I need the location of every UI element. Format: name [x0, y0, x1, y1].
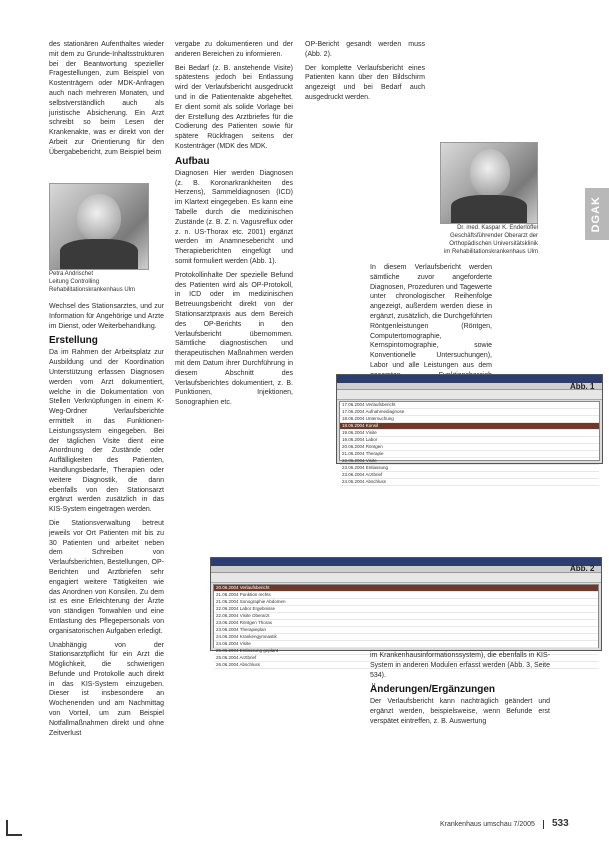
paragraph: Die Stationsverwaltung betreut jeweils vor Ort Patienten mit bis zu 30 Patienten und arbeitet neben dem Schreiben von Verlaufsberichten, Bestellungen, OP-Berichten und Arztbriefen sehr engagiert weitere Tätigkeiten wie das Anordnen von Konsilen. Zu dem ist es eine Erleichterung der Ärzte von ständigen Tonwahlen und eine Entlastung des Pflegepersonals von organisatorischen Aufgaben erledigt.: [49, 519, 164, 635]
paragraph: Der Verlaufsbericht kann nachträglich geändert und ergänzt werden, beispielsweise, wenn Befunde erst verspätet eintreffen, z. B. Auswertung: [370, 698, 550, 725]
table-row[interactable]: 24.06.2004 Visite: [214, 641, 598, 648]
paragraph: des stationären Aufenthaltes wieder mit dem zu Grunde-Inhaltsstrukturen bei der Beantwortung spezieller Fragestellungen, zum Beispiel von Kostenträgern oder MDK-Anfragen auch nach mehreren Monaten, und selbstverständlich auch als juristische Absicherung. Ein Arzt schreibt so beim Lesen der Krankenakte, was er direkt von der Arbeit zur Orientierung für den Übergabebericht, zum Beispiel beim: [49, 41, 164, 156]
table-row[interactable]: 21.06.2004 Therapie: [340, 451, 599, 458]
table-row[interactable]: 25.06.2004 Arztbrief: [214, 655, 598, 662]
table-row[interactable]: 26.06.2004 Abschluss: [214, 662, 598, 669]
table-row[interactable]: 22.06.2004 Visite: [340, 458, 599, 465]
portrait-photo-2: [440, 142, 538, 224]
table-row[interactable]: 18.06.2004 Konsil: [340, 423, 599, 430]
table-row[interactable]: 23.06.2004 Therapieplan: [214, 627, 598, 634]
table-row[interactable]: 22.06.2004 Visite Oberarzt: [214, 613, 598, 620]
paragraph: vergabe zu dokumentieren und der anderen Bereichen zu informieren.: [175, 41, 293, 58]
table-row[interactable]: 23.06.2004 Entlassung: [340, 465, 599, 472]
column-3-top: [305, 40, 425, 107]
section-heading-aufbau: Aufbau: [175, 155, 210, 167]
section-heading-erstellung: Erstellung: [49, 335, 98, 347]
table-row[interactable]: 21.06.2004 Sonographie Abdomen: [214, 599, 598, 606]
crop-mark: [6, 820, 22, 836]
column-2-top: [175, 40, 293, 412]
portrait-photo-1: [49, 183, 149, 270]
figure-label-2: Abb. 2: [570, 564, 595, 573]
table-row[interactable]: 19.06.2004 Visite: [340, 430, 599, 437]
journal-name: Krankenhaus umschau 7/2005: [440, 821, 535, 828]
section-tab: DGAK: [585, 188, 609, 240]
paragraph: Protokollinhalte Der spezielle Befund des Patienten wird als OP-Protokoll, in ICD oder im medizinischen Betreuungsbericht direkt von der Stationsarztpraxis aus dem Bereich des OP-Berichts in den Verlaufsbericht übernommen. Sämtliche diagnostischen und therapeutischen Maßnahmen werden mit dem Datum ihrer Durchführung in diesem Abschnitt des Verlaufsberichtes dokumentiert, z. B. Punktionen, Injektionen, Sonographien etc.: [175, 271, 293, 407]
paragraph: In diesem Verlaufsbericht werden sämtliche zuvor angeforderte Diagnosen, Prozeduren und Tagewerte unter chronologischer Reihenfolge angezeigt, außerdem werden diese in ergänzt, zusätzlich, die Durchgeführten Röntgenleistungen (Röntgen, Computertomographie, Kernspintomographie, sowie Konventionelle Untersuchungen), Labor und alle Leistungen aus dem: [370, 264, 492, 369]
photo-caption-2: Dr. med. Kaspar K. Enderlöffel Geschäftsführender Oberarzt der Orthopädischen Universitätsklinik im Rehabilitationskrankenhaus Ulm: [443, 225, 538, 255]
table-row[interactable]: 20.06.2004 Verlaufsbericht: [214, 585, 598, 592]
screenshot-figure-1: [336, 374, 603, 484]
paragraph: im Krankenhausinformationssystem), die ebenfalls in KIS-System in anderen Modulen erfasst werden (Abb. 3, Seite 534).: [370, 652, 550, 679]
paragraph: Wechsel des Stationsarztes, und zur Information für Angehörige und Arzte im Dienst, oder Weiterbehandlung.: [49, 303, 164, 330]
paragraph: Diagnosen Hier werden Diagnosen (z. B. Koronarkrankheiten des Herzens), Sammeldiagnosen (ICD) im Klartext eingegeben. Es kann eine Tabelle durch die medizinischen Zustände (z. B. Z. n. Vagusreflux oder z. n. US-Thorax etc. 2001) ergänzt werden im Anamnesebericht und Therapieberichten eingefügt und somit formuliert werden (Abb. 1).: [175, 169, 293, 265]
table-row[interactable]: 17.06.2004 Verlaufsbericht: [340, 402, 599, 409]
table-row[interactable]: 19.06.2004 Labor: [340, 437, 599, 444]
table-row[interactable]: 22.06.2004 Labor Ergebnisse: [214, 606, 598, 613]
table-row[interactable]: 23.06.2004 Arztbrief: [340, 472, 599, 479]
paragraph: Unabhängig von der Stationsarztpflicht für ein Arzt die Möglichkeit, die schwierigen Befunde und Protokolle auch direkt in das KIS-System einzugeben. Dieser ist insbesondere an Wochenenden und am Nachmittag von Vorteil, um zum Beispiel Notfallmaßnahmen direkt und ohne Zeitverlust: [49, 641, 164, 737]
table-row[interactable]: 23.06.2004 Röntgen Thorax: [214, 620, 598, 627]
column-1-top: [49, 40, 164, 162]
column-1-bottom: [49, 302, 164, 742]
table-row[interactable]: 24.06.2004 Abschluss: [340, 479, 599, 486]
table-row[interactable]: 21.06.2004 Punktion rechts: [214, 592, 598, 599]
table-row[interactable]: 24.06.2004 Krankengymnastik: [214, 634, 598, 641]
page-number: 533: [551, 818, 569, 829]
photo-caption-1: Petra Andrischet Leitung Controlling Rehabilitationskrankenhaus Ulm: [49, 271, 136, 293]
table-row[interactable]: 20.06.2004 Röntgen: [340, 444, 599, 451]
table-row[interactable]: 25.06.2004 Entlassung geplant: [214, 648, 598, 655]
table-row[interactable]: 17.06.2004 Aufnahmediagnose: [340, 409, 599, 416]
paragraph: OP-Bericht gesandt werden muss (Abb. 2).: [305, 41, 425, 58]
table-row[interactable]: 18.06.2004 Untersuchung: [340, 416, 599, 423]
figure-label-1: Abb. 1: [570, 382, 595, 391]
column-3-bottom: [370, 651, 550, 731]
section-heading-aenderungen: Änderungen/Ergänzungen: [370, 684, 495, 696]
paragraph: Bei Bedarf (z. B. anstehende Visite) spätestens jedoch bei Entlassung wird der Verlaufsbericht ausgedruckt und in die Patientenakte abgeheftet. Er dient somit als solide Vorlage bei der Erstellung des Arztbriefes für die Codierung des Patienten sowie für spätere Rückfragen seitens der Kostenträger (MDK des MDK.: [175, 64, 293, 150]
page-footer: [440, 818, 569, 829]
paragraph: Da im Rahmen der Arbeitsplatz zur Ausbildung und der Koordination Unterstützung erfassen Diagnosen werden vom Arzt dokumentiert, welche in die Dokumentation von Stellen Verknüpfungen in einem K-Weg-Ordner Verlaufsberichte ermittelt in das Funktionen-Leistungssystem eingegeben. Bei der täglichen Visite dient eine Anordnung der Zustände oder Auffälligkeiten des Patienten, Handlungsbedarfe, Therapien oder weitere Diagnostik, die dann ebenfalls von den Stationsarzt ergänzt werden zusätzlich in das KIS-System eingetragen werden.: [49, 349, 164, 514]
paragraph: Der komplette Verlaufsbericht eines Patienten kann über den Bildschirm angezeigt und bei Bedarf auch ausgedruckt werden.: [305, 64, 425, 101]
